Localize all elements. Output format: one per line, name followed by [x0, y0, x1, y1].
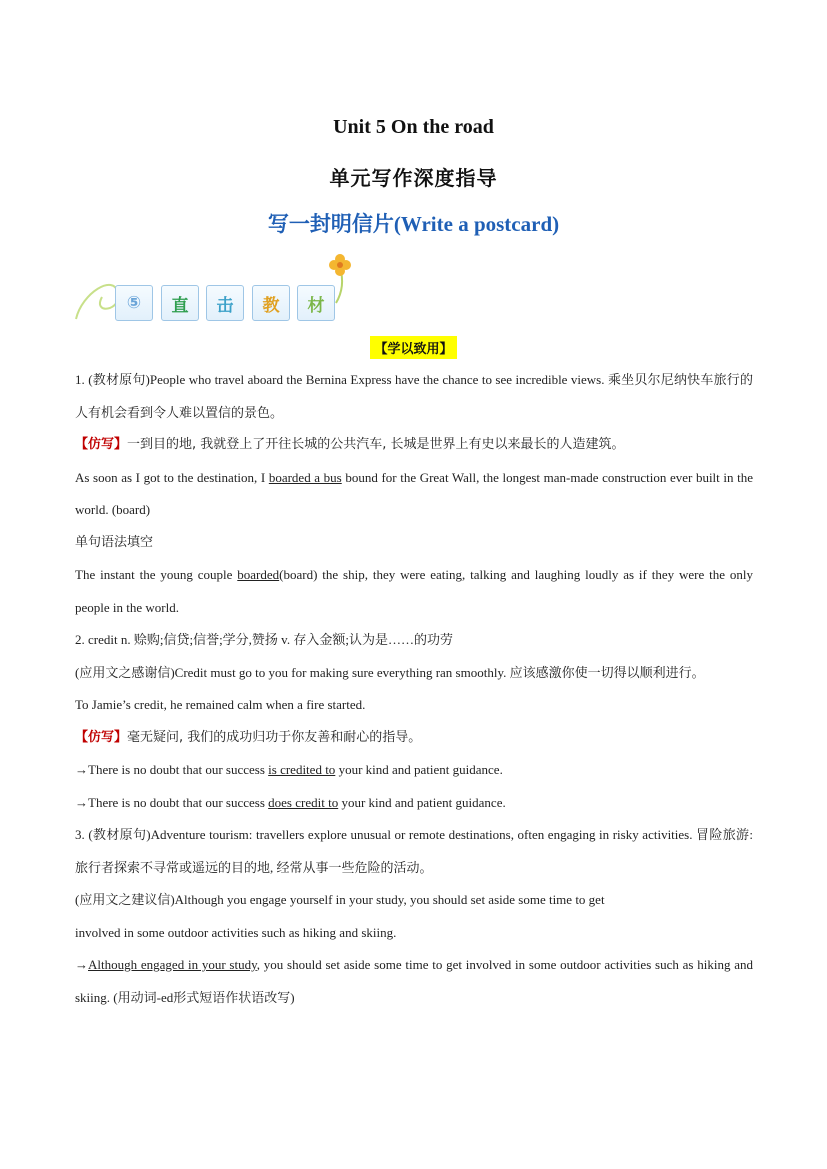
imitation-label: 【仿写】: [75, 729, 128, 745]
answer-pre: →There is no doubt that our success: [75, 762, 269, 777]
item3-answer: [75, 949, 753, 1014]
item1-imitation: [75, 429, 753, 462]
fill-pre: The instant the young couple: [75, 567, 238, 582]
topic-title: 写一封明信片(Write a postcard): [267, 212, 560, 236]
banner-tile-zhi: 直: [161, 285, 199, 321]
banner-tile-cai: 材: [297, 285, 335, 321]
answer-post: bound for the Great Wall, the longest man-made construction ever built in the world. (board): [75, 469, 753, 517]
answer-pre: →There is no doubt that our success: [75, 794, 269, 810]
item2-example: To Jamie’s credit, he remained calm when a fire started.: [75, 697, 366, 712]
section-tag: 【学以致用】: [370, 336, 456, 359]
item2-answer2: [75, 787, 753, 820]
textbook-banner: [74, 253, 364, 325]
imitation-label: 【仿写】: [75, 437, 128, 452]
item3-application-line1: (应用文之建议信)Although you engage yourself in your study, you should set aside some time to get: [75, 892, 605, 907]
answer-post: , you should set aside some time to get involved in some outdoor activities such as hiking and skiing. (用动词-ed形式短语作状语改写): [75, 957, 753, 1005]
imitation-text: 一到目的地, 我就登上了开往长城的公共汽车, 长城是世界上有史以来最长的人造建筑。: [127, 437, 625, 452]
fill-title: 单句语法填空: [75, 534, 154, 550]
banner-tile-ji: 击: [206, 285, 244, 321]
answer-underlined: is credited to: [268, 762, 336, 777]
banner-tile-number: ⑤: [115, 285, 153, 321]
imitation-text: 毫无疑问, 我们的成功归功于你友善和耐心的指导。: [127, 729, 422, 745]
item1-fill: [75, 559, 753, 624]
item2-definition: 2. credit n. 赊购;信贷;信誉;学分,赞扬 v. 存入金额;认为是……的功劳: [75, 632, 453, 647]
section-subtitle: 单元写作深度指导: [329, 166, 498, 190]
item1-answer: [75, 462, 753, 527]
banner-tile-jiao: 教: [252, 285, 290, 321]
item3-application-line2: involved in some outdoor activities such as hiking and skiing.: [75, 924, 397, 940]
item3-original: 3. (教材原句)Adventure tourism: travellers explore unusual or remote destinations, often engaging in risky activities. 冒险旅游: 旅行者探索不寻常或遥远的目的地, 经常从事一些危险的活动。: [75, 827, 753, 875]
unit-title: Unit 5 On the road: [333, 116, 494, 138]
answer-underlined: boarded a bus: [268, 469, 342, 485]
fill-underlined: boarded: [237, 567, 280, 582]
item2-application: (应用文之感谢信)Credit must go to you for making sure everything ran smoothly. 应该感激你使一切得以顺利进行。: [75, 664, 705, 680]
answer-pre: →: [75, 957, 88, 972]
item2-imitation: [75, 722, 753, 755]
exercise-content: [75, 364, 753, 1014]
fill-post: (board) the ship, they were eating, talking and laughing loudly as if they were the only people in the world.: [75, 567, 753, 615]
answer-post: your kind and patient guidance.: [338, 794, 506, 810]
answer-underlined: Although engaged in your study: [88, 957, 257, 972]
item1-original: 1. (教材原句)People who travel aboard the Bernina Express have the chance to see incredible views. 乘坐贝尔尼纳快车旅行的人有机会看到令人难以置信的景色。: [75, 372, 753, 420]
item2-answer1: [75, 754, 753, 787]
answer-underlined: does credit to: [268, 794, 339, 810]
answer-pre: As soon as I got to the destination, I: [75, 469, 269, 485]
answer-post: your kind and patient guidance.: [335, 762, 503, 777]
section-tag-row: [0, 336, 827, 359]
